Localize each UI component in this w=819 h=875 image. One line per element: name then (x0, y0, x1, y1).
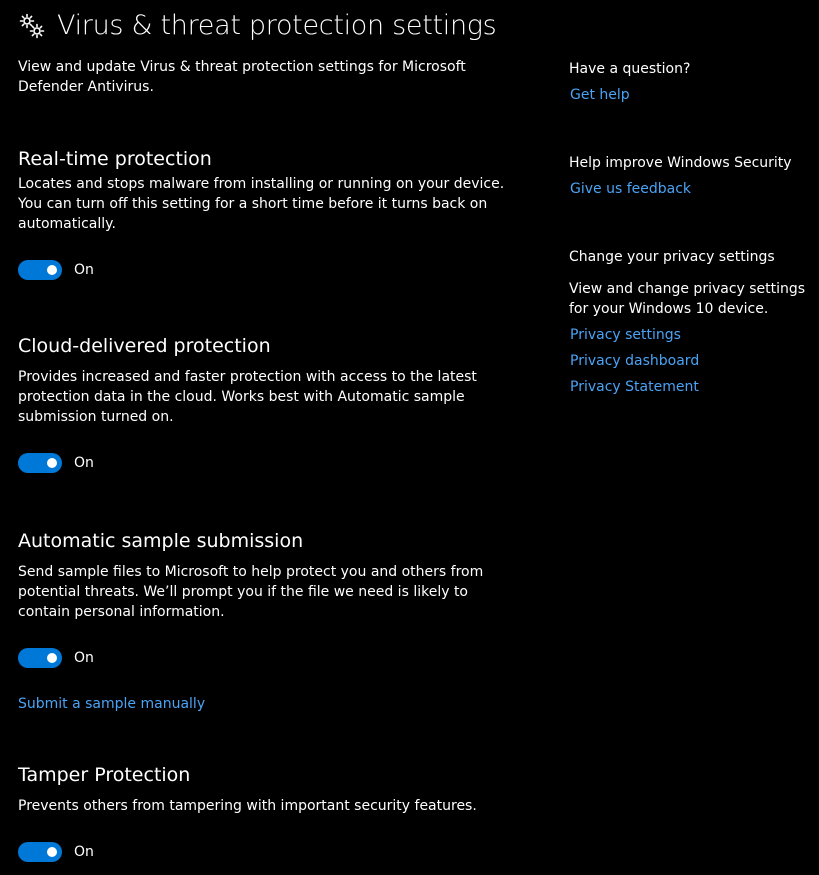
section-title: Cloud-delivered protection (18, 335, 271, 357)
privacy-settings-link[interactable]: Privacy settings (570, 327, 681, 343)
real-time-protection-toggle[interactable] (18, 260, 62, 280)
section-title: Tamper Protection (18, 764, 191, 786)
sidebar-have-a-question (569, 59, 809, 105)
page-header (18, 8, 496, 44)
page-description: View and update Virus & threat protection settings for Microsoft Defender Antivirus. (18, 59, 466, 95)
section-title: Automatic sample submission (18, 530, 304, 552)
section-description: Prevents others from tampering with important security features. (18, 798, 477, 814)
cloud-delivered-protection-toggle[interactable] (18, 453, 62, 473)
toggle-knob (47, 653, 57, 663)
page-title: Virus & threat protection settings (57, 10, 497, 41)
privacy-statement-link[interactable]: Privacy Statement (570, 379, 699, 395)
toggle-knob (47, 847, 57, 857)
toggle-row (18, 260, 518, 280)
sidebar-help-improve (569, 153, 809, 199)
toggle-label: On (74, 844, 94, 860)
section-description: Locates and stops malware from installing or running on your device. You can turn off this setting for a short time before it turns back on automatically. (18, 176, 505, 232)
submit-sample-manually-link[interactable]: Submit a sample manually (18, 696, 206, 712)
give-feedback-link[interactable]: Give us feedback (570, 181, 692, 197)
sidebar-privacy-settings (569, 247, 809, 397)
toggle-row (18, 648, 518, 668)
toggle-knob (47, 458, 57, 468)
section-real-time-protection (18, 146, 518, 280)
tamper-protection-toggle[interactable] (18, 842, 62, 862)
section-description: Provides increased and faster protection with access to the latest protection data in the cloud. Works best with Automatic sample submission turned on. (18, 369, 477, 425)
section-cloud-delivered-protection (18, 333, 518, 473)
privacy-dashboard-link[interactable]: Privacy dashboard (570, 353, 700, 369)
sidebar-heading: Have a question? (569, 61, 691, 77)
sidebar-privacy-text: View and change privacy settings for your Windows 10 device. (569, 281, 806, 317)
toggle-label: On (74, 455, 94, 471)
section-title: Real-time protection (18, 148, 212, 170)
toggle-row (18, 453, 518, 473)
section-tamper-protection (18, 762, 518, 862)
toggle-label: On (74, 650, 94, 666)
toggle-knob (47, 265, 57, 275)
automatic-sample-submission-toggle[interactable] (18, 648, 62, 668)
sidebar-heading: Help improve Windows Security (569, 155, 792, 171)
sidebar-heading: Change your privacy settings (569, 249, 775, 265)
get-help-link[interactable]: Get help (570, 87, 630, 103)
toggle-label: On (74, 262, 94, 278)
section-description: Send sample files to Microsoft to help protect you and others from potential threats. We’ll prompt you if the file we need is likely to contain personal information. (18, 564, 484, 620)
section-automatic-sample-submission (18, 528, 518, 714)
toggle-row (18, 842, 518, 862)
gear-icon (18, 12, 46, 40)
